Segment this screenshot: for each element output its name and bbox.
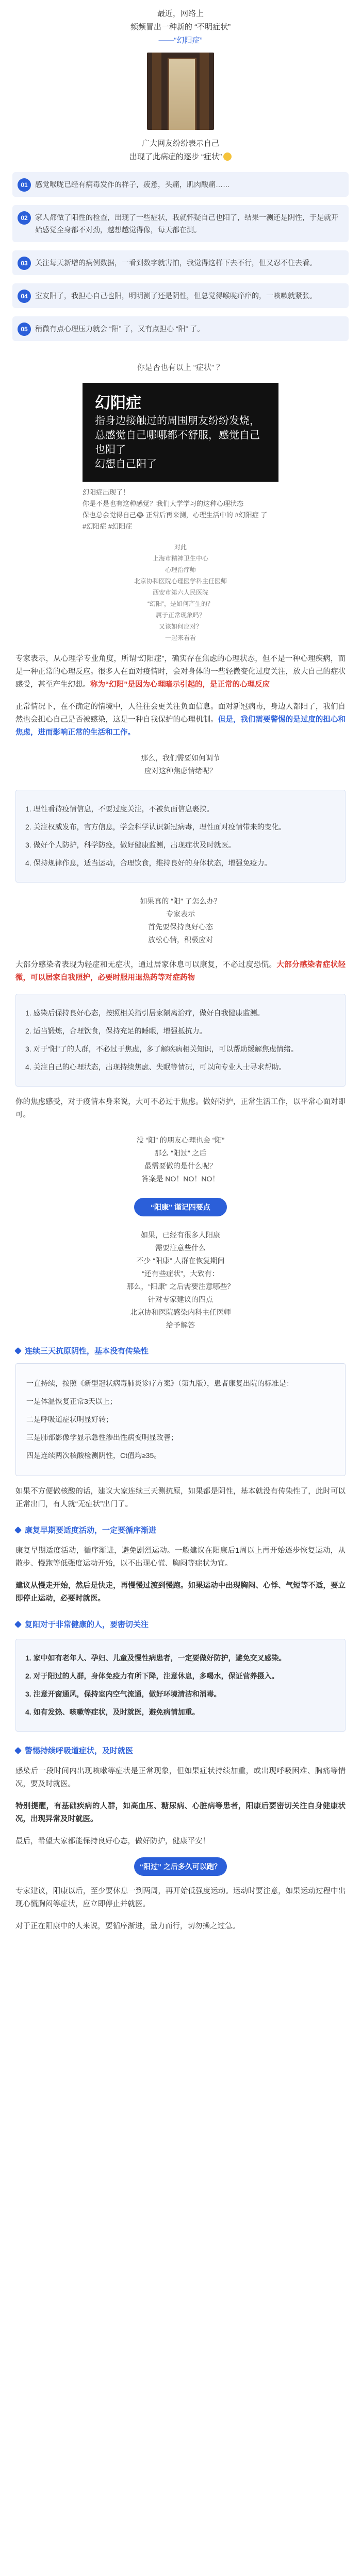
article-body-4 — [0, 1485, 361, 1511]
article-body-2 — [0, 959, 361, 985]
card-number: 02 — [18, 211, 31, 225]
card-text: 稍微有点心理压力就会 “阳” 了，又有点担心 “阳” 了。 — [35, 325, 205, 333]
definition-box — [83, 383, 278, 482]
section-heading-2 — [15, 1524, 346, 1535]
intro-highlight: ——“幻阳症” — [158, 36, 203, 45]
paragraph: 正常情况下，在不确定的情境中，人往往会更关注负面信息。面对新冠病毒，身边人都阳了，我们自然也会担心自己是否被感染，这是一种自我保护的心理机制。但是，我们需要警惕的是过度的担心和焦虑，进而影响正常的生活和工作。 — [15, 703, 346, 737]
tip-item: 3. 注意开窗通风，保持室内空气流通，做好环境清洁和消毒。 — [25, 1690, 221, 1698]
card-text: 关注每天新增的病例数据，一看到数字就害怕，我觉得这样下去不行，但又忍不住去看。 — [35, 259, 317, 267]
diamond-bullet-icon — [14, 1620, 22, 1628]
quote-line: 保也总会觉得自己😂 正常后再来测，心理生活中的 #幻阳症 了 — [83, 511, 268, 519]
definition-line: 指身边接触过的周围朋友纷纷发烧， — [95, 415, 260, 427]
center-block-3 — [0, 1134, 361, 1185]
symptom-card-3 — [12, 250, 349, 275]
tagline-line: 出现了此病症的逐步 “症状” — [21, 150, 340, 164]
diamond-bullet-icon — [14, 1526, 22, 1533]
highlight-red: 称为“幻阳”是因为心理暗示引起的，是正常的心理反应 — [90, 681, 270, 689]
card-number: 01 — [18, 178, 31, 192]
tips-list-2 — [15, 994, 346, 1087]
credit-line: 心理治疗师 — [165, 566, 196, 573]
tip-item: 4. 关注自己的心理状态，出现持续焦虑、失眠等情况，可以向专业人士寻求帮助。 — [25, 1063, 286, 1071]
symptom-card-2 — [12, 205, 349, 242]
quote-tags: #幻阳症 #幻阳症 — [83, 522, 133, 530]
article-body-6 — [0, 1765, 361, 1848]
tip-item: 2. 对于阳过的人群，身体免疫力有所下降，注意休息，多喝水，保证营养摄入。 — [25, 1672, 279, 1680]
paragraph: 康复早期适度活动，循序渐进，避免剧烈运动。一般建议在阳康后1周以上再开始逐步恢复运动，从散步、慢跑等低强度运动开始，以不出现心慌、胸闷等症状为宜。 — [15, 1547, 346, 1568]
card-number: 05 — [18, 323, 31, 336]
section-heading-4 — [15, 1745, 346, 1756]
center-line: “还有些症状”，大致有： — [142, 1269, 219, 1278]
center-block-2 — [0, 895, 361, 946]
quote-line: 幻阳症出现了！ — [83, 488, 130, 496]
quote-line: 你是不是也有这种感觉？我们大学学习的这种心理状态 — [83, 500, 244, 507]
center-line: 针对专家建议的四点 — [148, 1295, 213, 1303]
tip-item: 3. 对于“阳”了的人群，不必过于焦虑，多了解疾病相关知识，可以帮助缓解焦虑情绪。 — [25, 1045, 298, 1053]
credit-line: “幻阳”，是如何产生的？ — [147, 600, 214, 607]
paragraph: 特别提醒，有基础疾病的人群，如高血压、糖尿病、心脏病等患者，阳康后要密切关注自身健康状况，出现异常及时就医。 — [15, 1802, 346, 1823]
section-heading-3 — [15, 1619, 346, 1630]
card-number: 03 — [18, 257, 31, 270]
tagline-line: 广大网友纷纷表示自己 — [141, 139, 219, 148]
center-line: 那么 “阳过” 之后 — [154, 1149, 207, 1157]
center-block-4 — [0, 1229, 361, 1332]
credit-line: 上海市精神卫生中心 — [152, 555, 208, 562]
highlight-red: 大部分感染者症状轻微，可以居家自我照护，必要时服用退热药等对症药物 — [15, 961, 346, 982]
recovery-tips-pill: “阳康” 谨记四要点 — [134, 1198, 227, 1216]
diamond-bullet-icon — [14, 1347, 22, 1354]
paragraph: 感染后一段时间内出现咳嗽等症状是正常现象，但如果症状持续加重，或出现呼吸困难、胸痛等情况，要及时就医。 — [15, 1767, 346, 1788]
center-line: 那么，我们需要如何调节 — [141, 754, 220, 762]
tip-item: 4. 保持规律作息，适当运动，合理饮食，维持良好的身体状态，增强免疫力。 — [25, 859, 272, 867]
section-title: 康复早期要适度活动，一定要循序渐进 — [25, 1526, 157, 1535]
paragraph: 你的焦虑感受，对于疫情本身来说，大可不必过于焦虑。做好防护，正常生活工作，以平常心面对即可。 — [15, 1098, 346, 1119]
credit-line: 一起来看看 — [165, 634, 196, 641]
center-line: 那么，“阳康” 之后需要注意哪些？ — [126, 1282, 235, 1291]
intro-line: 最近，网络上 — [157, 9, 204, 18]
section-title: 复阳对于非常健康的人，要密切关注 — [25, 1620, 149, 1629]
center-line: 如果真的 “阳” 了怎么办？ — [140, 897, 221, 905]
card-text: 室友阳了，我担心自己也阳，明明测了还是阴性，但总觉得喉咙痒痒的，一咳嗽就紧张。 — [35, 292, 317, 300]
question: 你是否也有以上 “症状” ？ — [137, 363, 224, 372]
run-after-recovery-pill: “阳过” 之后多久可以跑？ — [134, 1857, 227, 1876]
expert-credit — [0, 541, 361, 643]
credit-line: 又该如何应对？ — [158, 623, 202, 630]
card-text: 家人都做了阳性的检查，出现了一些症状，我就怀疑自己也阳了，结果一测还是阴性，于是就开始感觉全身都不对劲，越想越觉得像，每天都在测。 — [35, 213, 338, 234]
intro — [0, 0, 361, 47]
paragraph: 专家表示，从心理学专业角度，所谓“幻阳症”，确实存在焦虑的心理状态，但不是一种心理疾病，而是一种正常的心理反应。很多人在面对疫情时，会对身体的一些轻微变化过度关注，放大自己的症状感受，甚至产生幻想。称为“幻阳”是因为心理暗示引起的，是正常的心理反应 — [15, 655, 346, 689]
std-item: 三是肺部影像学显示急性渗出性病变明显改善； — [26, 1433, 178, 1442]
center-line: 如果，已经有很多人阳康 — [141, 1231, 220, 1239]
symptom-card-4 — [12, 283, 349, 308]
door-frame-right — [200, 53, 209, 130]
section-title: 连续三天抗原阴性，基本没有传染性 — [25, 1347, 149, 1355]
paragraph: 最后，希望大家都能保持良好心态，做好防护，健康平安！ — [15, 1837, 210, 1845]
center-line: 北京协和医院感染内科主任医师 — [130, 1308, 231, 1316]
card-text: 感觉喉咙已经有病毒发作的样子，疲惫，头痛，肌肉酸痛…… — [35, 180, 230, 189]
center-line: 专家表示 — [166, 910, 195, 918]
symptom-card-1 — [12, 172, 349, 197]
article-body-3 — [0, 1096, 361, 1122]
card-number: 04 — [18, 290, 31, 303]
definition-line: 也阳了 — [95, 444, 126, 455]
center-line: 放松心情，积极应对 — [148, 936, 213, 944]
paragraph: 专家建议，阳康以后，至少要休息一到两周，再开始低强度运动。运动时要注意，如果运动过程中出现心慌胸闷等症状，应立即停止并就医。 — [15, 1887, 346, 1908]
footer-spacer — [0, 1942, 361, 1963]
discharge-standard-box — [15, 1363, 346, 1476]
center-line: 应对这种焦虑情绪呢？ — [144, 767, 217, 775]
center-line: 没 “阳” 的朋友心理也会 “阳” — [136, 1136, 225, 1144]
tagline — [0, 137, 361, 164]
paragraph: 大部分感染者表现为轻症和无症状，通过居家休息可以康复，不必过度恐慌。大部分感染者症状轻微，可以居家自我照护，必要时服用退热药等对症药物 — [15, 961, 346, 982]
tip-item: 2. 关注权威发布，官方信息，学会科学认识新冠病毒，理性面对疫情带来的变化。 — [25, 823, 286, 831]
center-line: 给予解答 — [166, 1321, 195, 1329]
paragraph: 对于正在阳康中的人来说，要循序渐进，量力而行，切勿操之过急。 — [15, 1922, 240, 1930]
tip-item: 1. 家中如有老年人、孕妇、儿童及慢性病患者，一定要做好防护，避免交叉感染。 — [25, 1654, 286, 1662]
highlight-blue: 但是，我们需要警惕的是过度的担心和焦虑，进而影响正常的生活和工作。 — [15, 716, 346, 737]
tips-list-3 — [15, 1639, 346, 1732]
smile-emoji-icon — [223, 152, 232, 161]
definition-line: 幻想自己阳了 — [95, 459, 157, 470]
std-intro: 一直持续，按照《新型冠状病毒肺炎诊疗方案》（第九版），患者康复出院的标准是： — [26, 1379, 293, 1387]
door-frame-left — [152, 53, 161, 130]
section-title: 警惕持续呼吸道症状，及时就医 — [25, 1747, 134, 1755]
tip-item: 1. 感染后保持良好心态，按照相关指引居家隔离治疗，做好自我健康监测。 — [25, 1009, 265, 1017]
door — [168, 58, 196, 130]
std-item: 二是呼吸道症状明显好转； — [26, 1415, 113, 1423]
definition-line: 总感觉自己哪哪都不舒服，感觉自己 — [95, 430, 260, 441]
doorway-photo — [147, 53, 214, 130]
social-post-quote — [83, 487, 278, 532]
credit-line: 西安市第六人民医院 — [152, 589, 208, 596]
article-body-5 — [0, 1545, 361, 1605]
definition-title: 幻阳症 — [95, 395, 141, 412]
tips-list — [15, 790, 346, 883]
section-heading-1 — [15, 1345, 346, 1356]
credit-line: 属于正常现象吗？ — [155, 612, 205, 619]
article-body — [0, 653, 361, 739]
center-block-1 — [0, 752, 361, 777]
tip-item: 3. 做好个人防护，科学防疫，做好健康监测，出现症状及时就医。 — [25, 841, 236, 849]
credit-label: 对此 — [174, 544, 187, 551]
article-body-7 — [0, 1885, 361, 1933]
center-line: 需要注意些什么 — [155, 1244, 206, 1252]
tip-item: 4. 如有发热、咳嗽等症状，及时就医，避免病情加重。 — [25, 1708, 200, 1716]
tip-item: 1. 理性看待疫情信息，不要过度关注，不被负面信息裹挟。 — [25, 805, 214, 813]
center-line: 答案是 NO！NO！NO！ — [141, 1175, 220, 1183]
center-line: 首先要保持良好心态 — [148, 923, 213, 931]
symptom-card-5 — [12, 316, 349, 341]
center-line: 不少 “阳康” 人群在恢复期间 — [136, 1257, 225, 1265]
diamond-bullet-icon — [14, 1747, 22, 1754]
std-item: 一是体温恢复正常3天以上； — [26, 1397, 117, 1405]
credit-line: 北京协和医院心理医学科主任医师 — [134, 578, 227, 585]
paragraph: 建议从慢走开始，然后是快走，再慢慢过渡到慢跑。如果运动中出现胸闷、心悸、气短等不适，要立即停止运动，必要时就医。 — [15, 1582, 346, 1603]
tip-item: 2. 适当锻炼，合理饮食，保持充足的睡眠，增强抵抗力。 — [25, 1027, 207, 1035]
paragraph: 如果不方便做核酸的话，建议大家连续三天测抗原，如果都是阴性，基本就没有传染性了，此时可以正常出门，有人就“无症状”出门了。 — [15, 1487, 346, 1509]
center-line: 最需要做的是什么呢？ — [144, 1162, 217, 1170]
intro-line: 频频冒出一种新的 “不明症状” — [130, 23, 231, 31]
std-item: 四是连续两次核酸检测阴性，Ct值均≥35。 — [26, 1451, 161, 1460]
